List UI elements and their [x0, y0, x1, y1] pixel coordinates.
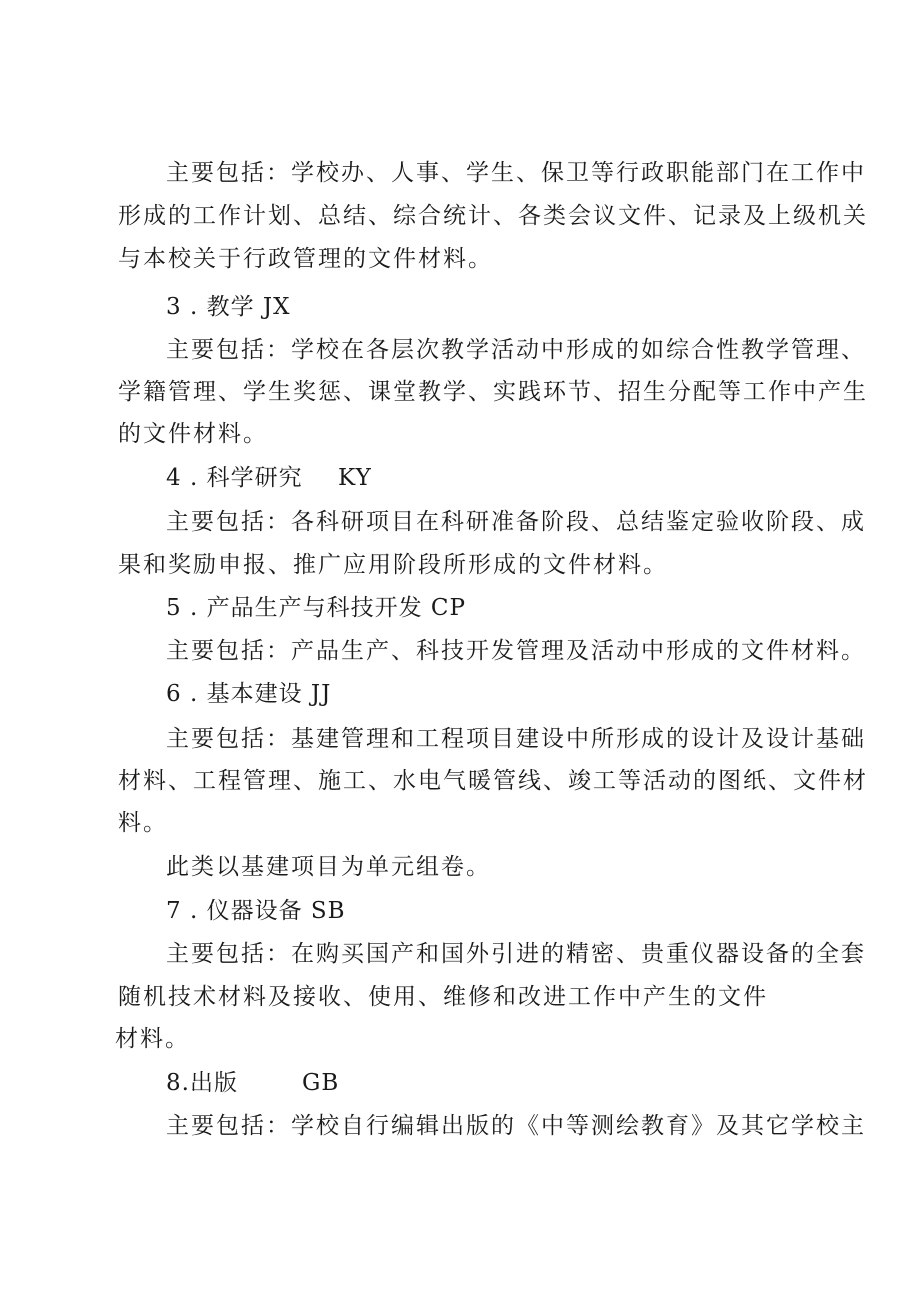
paragraph-line: 主要包括：学校在各层次教学活动中形成的如综合性教学管理、 — [166, 337, 866, 363]
paragraph-line: 学籍管理、学生奖惩、课堂教学、实践环节、招生分配等工作中产生 — [118, 379, 868, 405]
section-heading: 6 . 基本建设 JJ — [166, 681, 332, 707]
section-code: KY — [338, 465, 372, 491]
paragraph-line: 材料、工程管理、施工、水电气暖管线、竣工等活动的图纸、文件材 — [118, 768, 868, 794]
section-heading: 3 . 教学 JX — [166, 294, 291, 320]
paragraph-line: 主要包括：各科研项目在科研准备阶段、总结鉴定验收阶段、成 — [166, 509, 866, 535]
paragraph-line: 主要包括：学校自行编辑出版的《中等测绘教育》及其它学校主 — [166, 1113, 866, 1139]
paragraph-line: 果和奖励申报、推广应用阶段所形成的文件材料。 — [118, 552, 668, 578]
paragraph-line: 材料。 — [115, 1026, 190, 1052]
paragraph-line: 的文件材料。 — [118, 421, 268, 447]
paragraph-line: 主要包括：基建管理和工程项目建设中所形成的设计及设计基础 — [166, 726, 866, 752]
paragraph-line: 主要包括：产品生产、科技开发管理及活动中形成的文件材料。 — [166, 638, 866, 664]
section-heading: 5 . 产品生产与科技开发 CP — [166, 595, 466, 621]
paragraph-line: 主要包括：学校办、人事、学生、保卫等行政职能部门在工作中 — [166, 160, 866, 186]
section-heading: 4 . 科学研究 — [166, 465, 303, 491]
section-heading: 8.出版 — [166, 1070, 238, 1096]
paragraph-line: 随机技术材料及接收、使用、维修和改进工作中产生的文件 — [118, 984, 768, 1010]
section-code: GB — [302, 1070, 340, 1096]
paragraph-line: 与本校关于行政管理的文件材料。 — [118, 246, 493, 272]
section-heading: 7 . 仪器设备 SB — [166, 898, 346, 924]
paragraph-line: 形成的工作计划、总结、综合统计、各类会议文件、记录及上级机关 — [118, 203, 868, 229]
paragraph-line: 料。 — [118, 810, 168, 836]
paragraph-line: 此类以基建项目为单元组卷。 — [166, 854, 491, 880]
paragraph-line: 主要包括：在购买国产和国外引进的精密、贵重仪器设备的全套 — [166, 941, 866, 967]
